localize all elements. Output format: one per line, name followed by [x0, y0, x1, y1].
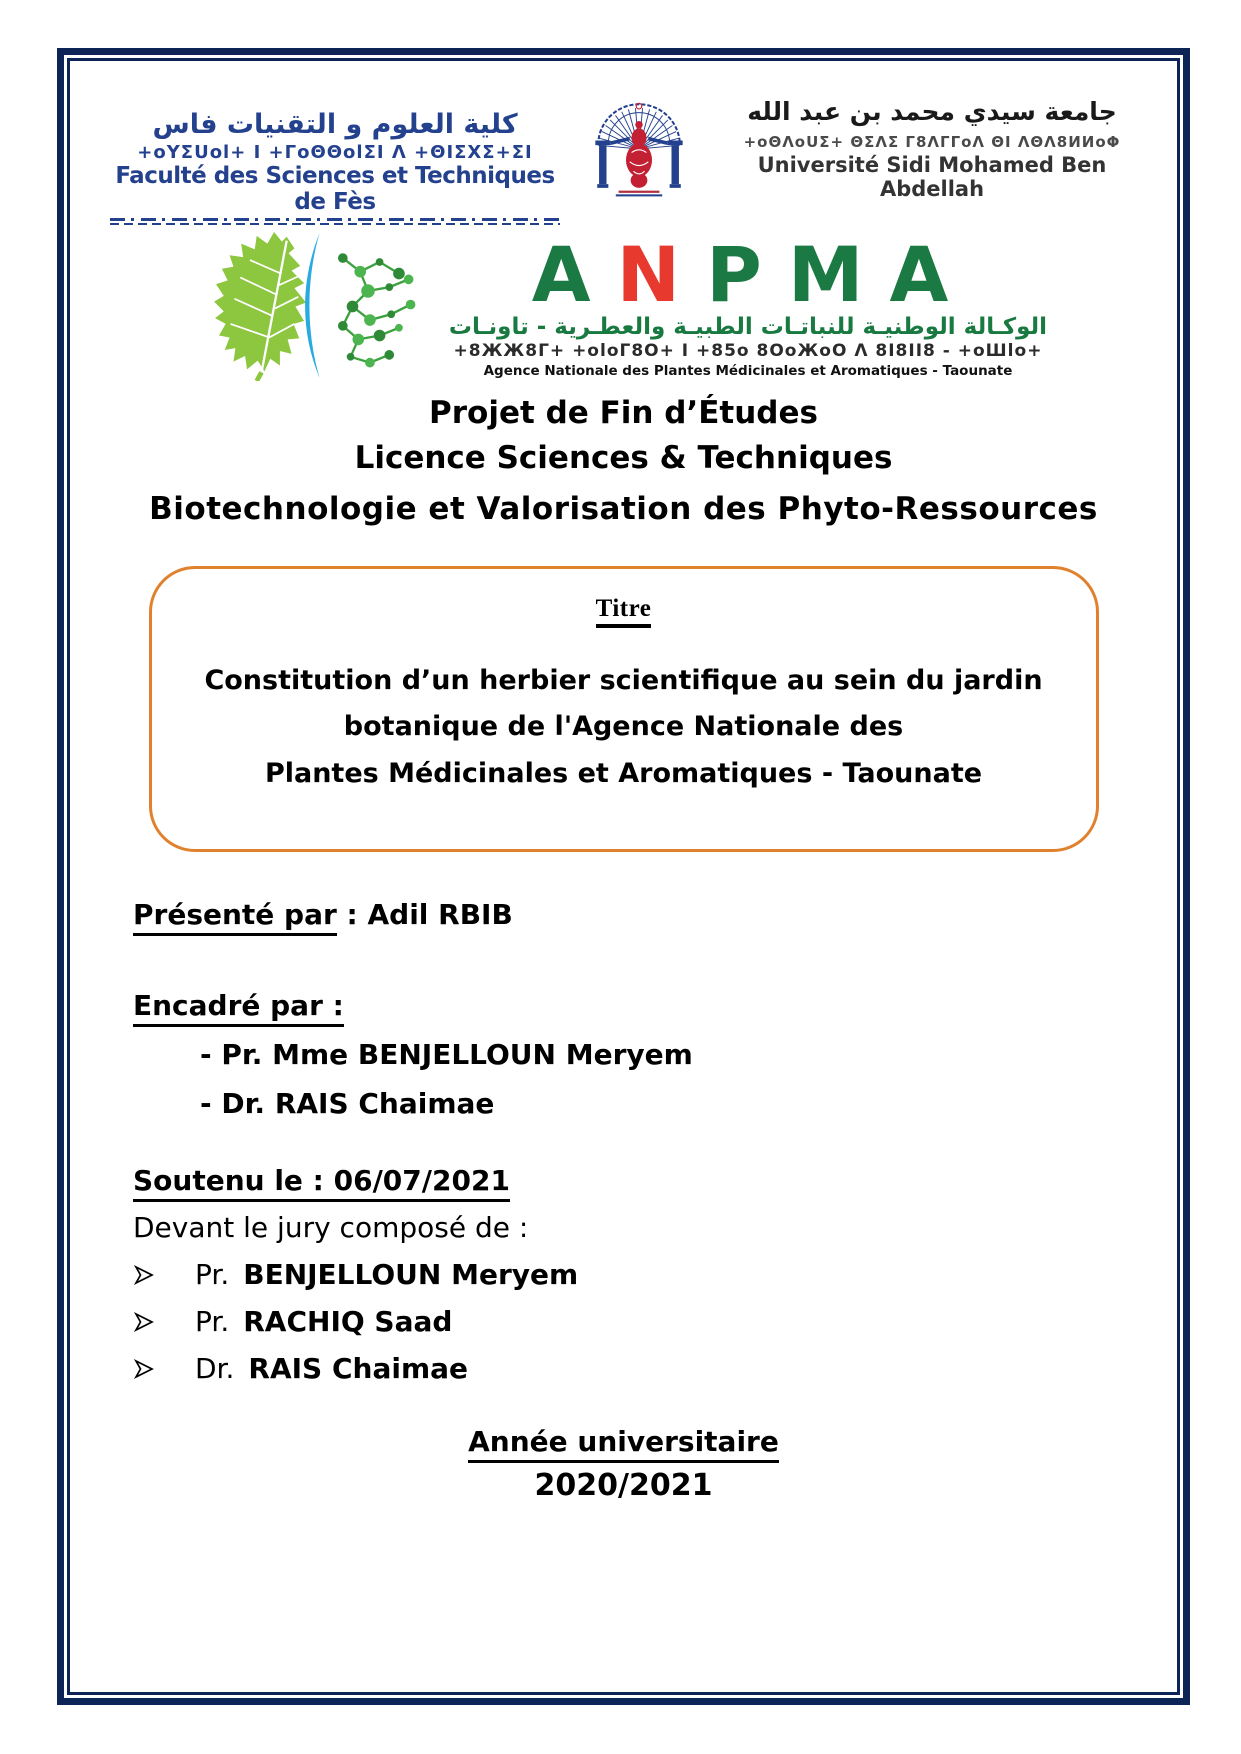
jury-intro: Devant le jury composé de :	[133, 1211, 529, 1245]
title-box-label: Titre	[596, 595, 652, 628]
faculty-underline-decoration	[110, 218, 560, 221]
jury-member-title: Pr.	[195, 1258, 230, 1292]
supervisor-item: - Dr. RAIS Chaimae	[200, 1087, 495, 1121]
jury-bullet-icon	[133, 1358, 155, 1380]
presented-by-label: Présenté par	[133, 898, 337, 936]
thesis-title-line3: Plantes Médicinales et Aromatiques - Taounate	[264, 757, 983, 789]
anpma-letter: N	[616, 230, 707, 320]
anpma-letter: A	[531, 230, 617, 320]
anpma-letter: M	[787, 230, 890, 320]
jury-bullet-icon	[133, 1311, 155, 1333]
faculty-underline-decoration-2	[110, 223, 560, 225]
anpma-wordmark	[459, 230, 1047, 320]
jury-member-name: RACHIQ Saad	[243, 1305, 453, 1339]
anpma-logo-text	[449, 231, 1047, 379]
presented-by-name: : Adil RBIB	[336, 898, 513, 932]
jury-member-name: RAIS Chaimae	[248, 1352, 469, 1386]
jury-bullet-icon	[133, 1264, 155, 1286]
anpma-letter: A	[889, 230, 975, 320]
document-titles	[70, 391, 1177, 532]
faculty-name-arabic: كلية العلوم و التقنيات فاس	[152, 109, 518, 140]
anpma-logo	[70, 231, 1177, 381]
academic-year-label: Année universitaire	[468, 1425, 779, 1463]
university-name-arabic: جامعة سيدي محمد بن عبد الله	[747, 97, 1117, 126]
header	[70, 75, 1177, 225]
jury-member-row	[133, 1305, 1137, 1338]
jury-member-title: Dr.	[195, 1352, 235, 1386]
degree-title: Licence Sciences & Techniques	[354, 439, 893, 476]
anpma-letter: P	[706, 230, 788, 320]
program-title: Biotechnologie et Valorisation des Phyto-Ressources	[149, 490, 1098, 527]
supervised-by-label-line	[133, 989, 1137, 1022]
anpma-caption-tifinagh: +8ЖЖ8Γ+ +oloΓ8O+ I +85o 8OoЖoO Λ 8I8II8 - +oШlo+	[453, 341, 1043, 362]
thesis-title-line1: Constitution d’un herbier scientifique au sein du jardin	[204, 664, 1043, 696]
anpma-leaf-icon	[200, 231, 445, 381]
thesis-title	[182, 658, 1066, 797]
supervisor-item: - Pr. Mme BENJELLOUN Meryem	[200, 1038, 693, 1072]
university-name-french: Université Sidi Mohamed Ben Abdellah	[757, 153, 1107, 201]
university-emblem-icon	[591, 95, 687, 199]
supervised-by-label: Encadré par :	[133, 989, 344, 1027]
presented-by-line	[133, 898, 1137, 931]
academic-year-label-line	[70, 1425, 1177, 1458]
page-inner-border	[67, 58, 1180, 1695]
defense-date-line	[133, 1164, 1137, 1197]
defense-date: Soutenu le : 06/07/2021	[133, 1164, 510, 1202]
university-header	[717, 87, 1147, 201]
faculty-name-tifinagh: +oYΣUol+ I +ΓoΘΘolΣI Λ +ΘIΣXΣ+ΣI	[137, 142, 533, 164]
academic-year-value: 2020/2021	[534, 1468, 713, 1504]
project-type-title: Projet de Fin d’Études	[429, 395, 818, 432]
thesis-title-box	[149, 566, 1099, 852]
thesis-title-line2: botanique de l'Agence Nationale des	[343, 711, 904, 743]
anpma-caption-arabic: الوكـالة الوطنيـة للنباتـات الطبيـة والعطـرية - تاونـات	[448, 314, 1048, 341]
faculty-header	[110, 87, 560, 225]
jury-member-name: BENJELLOUN Meryem	[243, 1258, 579, 1292]
anpma-caption-french: Agence Nationale des Plantes Médicinales et Aromatiques - Taounate	[483, 363, 1013, 380]
jury-member-row	[133, 1352, 1137, 1385]
jury-member-row	[133, 1258, 1137, 1291]
faculty-name-french: Faculté des Sciences et Techniques de Fès	[115, 163, 555, 216]
jury-member-title: Pr.	[195, 1305, 230, 1339]
page-border	[57, 48, 1190, 1705]
university-name-tifinagh: +oΘΛoUΣ+ ΘΣΛΣ Γ8ΛΓΓoΛ ΘI ΛΘΛ8ИИoΦ	[743, 133, 1121, 151]
